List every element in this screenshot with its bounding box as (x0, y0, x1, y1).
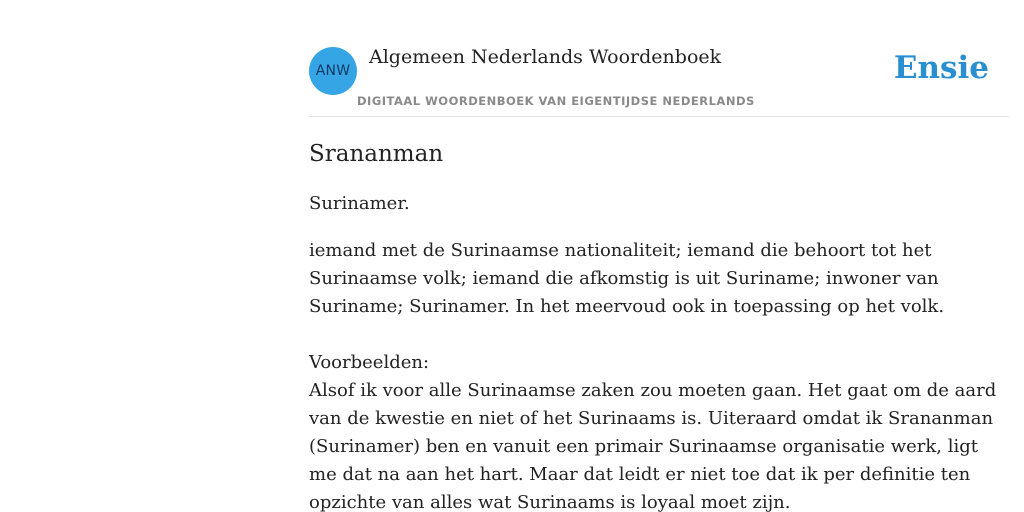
entry-definition: iemand met de Surinaamse nationaliteit; iemand die behoort tot het Surinaamse volk; iemand die afkomstig is uit Suriname; inwoner van Suriname; Surinamer. In het meervoud ook in toepassing op het volk. (309, 240, 945, 317)
logo-text: ANW (315, 63, 351, 79)
anw-logo[interactable] (309, 47, 357, 95)
entry-headword: Srananman (309, 141, 444, 167)
examples-label: Voorbeelden: (309, 352, 430, 373)
example-text: Alsof ik voor alle Surinaamse zaken zou moeten gaan. Het gaat om de aard van de kwestie en niet of het Surinaams is. Uiteraard omdat ik Srananman (Surinamer) ben en vanuit een primair Surinaamse organisatie werk, ligt me dat na aan het hart. Maar dat leidt er niet toe dat ik per definitie ten opzichte van alles wat Surinaams is loyaal moet zijn. (309, 380, 997, 512)
dictionary-entry (309, 139, 1009, 512)
site-header (309, 44, 1009, 117)
ensie-brand-link[interactable]: Ensie (893, 50, 989, 86)
site-title[interactable]: Algemeen Nederlands Woordenboek (369, 46, 722, 68)
entry-short-definition: Surinamer. (309, 193, 410, 214)
site-subtitle: DIGITAAL WOORDENBOEK VAN EIGENTIJDSE NEDERLANDS (357, 94, 755, 108)
